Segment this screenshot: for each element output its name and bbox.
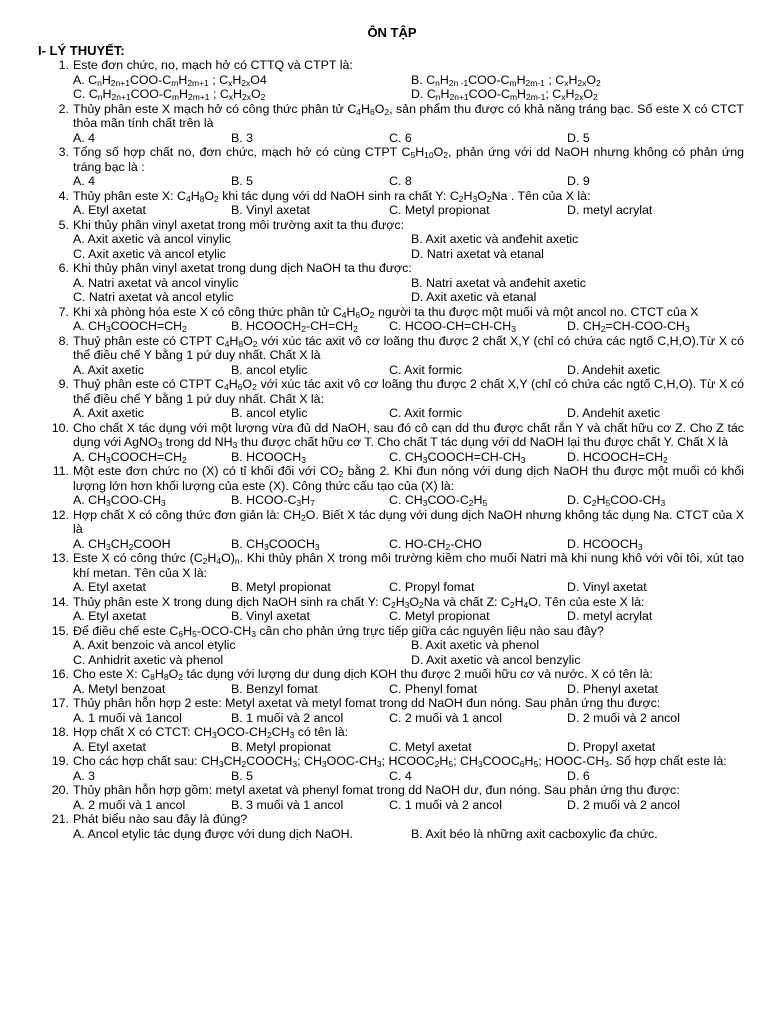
answer-options xyxy=(73,711,744,726)
question-number: 19. xyxy=(51,754,69,768)
answer-option-d: D. Axit axetic và etanal xyxy=(411,290,537,304)
question-stem: Hợp chất X có công thức đơn giản là: $CH_2O$. Biết X tác dụng với dung dịch NaOH nhưng không tác dụng Na. CTCT của X là xyxy=(73,507,744,536)
question-number: 21. xyxy=(51,812,69,826)
answer-option-d: D. Propyl axetat xyxy=(567,739,656,754)
question-stem: Thuỷ phân este có CTPT $C_4H_6O_2$ với xúc tác axit vô cơ loãng thu được 2 chất X,Y (chỉ có chứa các ngtố C,H,O). Từ X có thể điều chế Y bằng 1 pứ duy nhất. Chất X là: xyxy=(73,377,745,406)
answer-option-c: C. $C_nH_{2n+1}COO-C_mH_{2m+1}$ ; $C_xH_{2x}O_2$ xyxy=(73,87,266,102)
answer-option-a: A. 4 xyxy=(73,130,96,145)
answer-option-a: A. Etyl axetat xyxy=(73,609,147,623)
answer-option-a: A. Axit axetic và ancol vinylic xyxy=(73,232,231,246)
answer-option-b: B. Natri axetat và anđehit axetic xyxy=(411,275,586,290)
answer-option-a: A. $CH_3COOCH=CH_2$ xyxy=(73,449,187,465)
question-10 xyxy=(40,421,744,465)
answer-option-a: A. Axit axetic xyxy=(73,406,144,420)
question-stem: Thủy phân hỗn hợp 2 este: Metyl axetat và metyl fomat trong dd NaOH đun nóng. Sau phản ứng thu được: xyxy=(73,696,661,710)
answer-option-a: A. Etyl axetat xyxy=(73,203,147,217)
answer-option-c: C. 8 xyxy=(389,174,412,188)
question-stem: Khi xà phòng hóa este X có công thức phân tử $C_4H_6O_2$ người ta thu được một muối và một ancol no. CTCT của X xyxy=(73,304,699,320)
answer-option-a: A. 1 muối và 1ancol xyxy=(73,710,182,725)
answer-option-c: C. 2 muối và 1 ancol xyxy=(389,710,502,725)
answer-option-d: D. 2 muối và 2 ancol xyxy=(567,797,680,812)
question-stem: Khi thủy phân vinyl axetat trong môi trường axit ta thu được: xyxy=(73,217,405,232)
question-6 xyxy=(40,261,744,305)
answer-options xyxy=(73,493,744,508)
answer-option-a: A. Axit benzoic và ancol etylic xyxy=(73,638,236,652)
question-stem: Thủy phân este X mạch hở có công thức phân tử $C_4H_6O_2$, sản phẩm thu được có khả năng tráng bạc. Số este X có CTCT thỏa mãn tính chất trên là xyxy=(73,101,745,130)
answer-option-b: B. 3 muối và 1 ancol xyxy=(231,797,344,812)
question-3 xyxy=(40,145,744,189)
answer-options xyxy=(73,131,744,146)
answer-option-a: A. Etyl axetat xyxy=(73,739,147,754)
question-stem: Tổng số hợp chất no, đơn chức, mạch hở có cùng CTPT $C_5H_{10}O_2$, phản ứng với dd NaOH nhưng không có phản ứng tráng bạc là : xyxy=(73,145,744,174)
question-number: 14. xyxy=(51,594,69,609)
answer-option-a: A. $CH_3CH_2COOH$ xyxy=(73,536,171,552)
question-16 xyxy=(40,667,744,696)
answer-option-a: A. $CH_3COOCH=CH_2$ xyxy=(73,319,187,334)
question-number: 1. xyxy=(58,58,69,72)
answer-option-a: A. Etyl axetat xyxy=(73,580,147,594)
section-heading: I- LÝ THUYẾT: xyxy=(38,42,125,58)
question-stem: Cho chất X tác dụng với một lượng vừa đủ dd NaOH, sau đó cô cạn dd thu được chất rắn Y và chất hữu cơ Z. Cho Z tác dụng với AgNO$_3$ trong dd $NH_3$ thu được chất hữu cơ T. Cho chất T tác dụng với dd NaOH lại thu được chất Y. Chất X là xyxy=(73,420,744,450)
question-number: 13. xyxy=(51,551,69,565)
answer-options xyxy=(73,609,744,624)
question-4 xyxy=(40,189,744,218)
question-number: 11. xyxy=(52,464,69,478)
answer-option-b: B. Benzyl fomat xyxy=(231,681,318,696)
answer-option-a: A. 2 muối và 1 ancol xyxy=(73,797,186,812)
answer-option-a: A. $C_nH_{2n+1}COO-C_mH_{2m+1}$ ; $C_xH_{2x}O4$ xyxy=(73,72,267,88)
answer-option-d: D. metyl acrylat xyxy=(567,609,653,623)
answer-option-b: B. Metyl propionat xyxy=(231,580,331,594)
question-number: 7. xyxy=(58,304,69,319)
question-number: 6. xyxy=(58,261,69,275)
answer-options xyxy=(73,682,744,697)
answer-options xyxy=(73,537,744,552)
question-number: 16. xyxy=(51,667,69,681)
answer-option-c: C. HCOO-$CH=CH-CH_3$ xyxy=(389,319,516,334)
question-11 xyxy=(40,464,744,508)
answer-option-d: D. $HCOOCH_3$ xyxy=(567,536,643,552)
answer-option-b: B. 5 xyxy=(231,768,254,783)
answer-option-d: D. Natri axetat và etanal xyxy=(411,246,544,261)
question-stem: Este đơn chức, no, mạch hở có CTTQ và CTPT là: xyxy=(73,58,353,72)
answer-option-c: C. Natri axetat và ancol etylic xyxy=(73,290,234,304)
answer-option-c: C. Axit axetic và ancol etylic xyxy=(73,246,226,261)
answer-options xyxy=(73,203,744,218)
answer-option-b: B. $CH_3COOCH_3$ xyxy=(231,536,320,552)
answer-options xyxy=(73,798,744,813)
answer-option-b: B. Metyl propionat xyxy=(231,739,331,754)
answer-option-b: B. $HCOOCH_3$ xyxy=(231,449,306,465)
question-stem: Cho các hợp chất sau: $CH_3CH_2COOCH_3$; $CH_3OOC-CH_3$; $HCOOC_2H_5$; $CH_3COOC_6H_5$; HOOC-$CH_3$. Số hợp chất este là: xyxy=(73,754,727,769)
question-list xyxy=(40,58,744,841)
answer-option-a: A. Ancol etylic tác dụng được với dung dịch NaOH. xyxy=(73,826,354,841)
question-1 xyxy=(40,58,744,102)
question-stem: Để điều chế este $C_6H_5-OCO-CH_3$ cần cho phản ứng trực tiếp giữa các nguyên liệu nào sau đây? xyxy=(73,623,604,639)
question-stem: Phát biểu nào sau đây là đúng? xyxy=(73,812,248,826)
question-stem: Cho este X: $C_8H_8O_2$ tác dụng với lượng dư dung dịch KOH thu được 2 muối hữu cơ và nước. X có tên là: xyxy=(73,667,653,682)
question-stem: Một este đơn chức no (X) có tỉ khối đối với $CO_2$ bằng 2. Khi đun nóng với dung dịch NaOH thu được một muối có khối lượng lớn hơn khối lượng của este (X). Công thức cấu tạo của (X) là: xyxy=(73,464,744,493)
question-number: 3. xyxy=(58,145,69,159)
question-stem: Thủy phân hỗn hợp gồm: metyl axetat và phenyl fomat trong dd NaOH dư, đun nóng. Sau phản ứng thu được: xyxy=(73,783,680,797)
question-21 xyxy=(40,812,744,841)
answer-options xyxy=(73,740,744,755)
question-number: 15. xyxy=(51,623,69,638)
question-stem: Khi thủy phân vinyl axetat trong dung dịch NaOH ta thu được: xyxy=(73,261,412,275)
answer-option-d: D. 9 xyxy=(567,174,590,188)
answer-option-b: B. $C_nH_{2n -1}COO-C_mH_{2m-1}$ ; $C_xH_{2x}O_2$ xyxy=(411,72,601,88)
answer-option-c: C. 4 xyxy=(389,768,412,783)
answer-option-d: D. Andehit axetic xyxy=(567,406,660,420)
question-number: 20. xyxy=(51,783,69,797)
question-number: 2. xyxy=(58,101,69,116)
question-20 xyxy=(40,783,744,812)
answer-options xyxy=(73,319,744,334)
question-number: 4. xyxy=(58,188,69,203)
answer-options xyxy=(73,769,744,784)
answer-options xyxy=(73,232,744,261)
answer-option-a: A. Axit axetic xyxy=(73,362,144,377)
answer-option-c: C. Anhidrit axetic và phenol xyxy=(73,652,224,667)
answer-option-a: A. $CH_3COO-CH_3$ xyxy=(73,493,166,508)
answer-option-b: B. Axit axetic và anđehit axetic xyxy=(411,232,579,246)
answer-options xyxy=(73,174,744,189)
answer-option-c: C. Axit formic xyxy=(389,362,462,377)
question-stem: Thuỷ phân este có CTPT $C_4H_8O_2$ với xúc tác axit vô cơ loãng thu được 2 chất X,Y (chỉ có chứa các ngtố C,H,O).Từ X có thể điều chế Y bằng 1 pứ duy nhất. Chất X là xyxy=(73,333,744,362)
answer-options xyxy=(73,276,744,305)
question-9 xyxy=(40,377,744,421)
question-5 xyxy=(40,218,744,262)
question-14 xyxy=(40,595,744,624)
answer-options xyxy=(73,827,744,842)
page-title: ÔN TẬP xyxy=(367,25,417,40)
question-12 xyxy=(40,508,744,552)
answer-option-d: D. $C_2H_5COO-CH_3$ xyxy=(567,493,666,508)
answer-options xyxy=(73,406,744,421)
answer-option-d: D. $HCOOCH=CH_2$ xyxy=(567,449,668,465)
answer-option-d: D. Andehit axetic xyxy=(567,362,660,377)
answer-option-d: D. $CH_2=CH-COO-CH_3$ xyxy=(567,319,690,334)
answer-option-c: C. Metyl propionat xyxy=(389,203,490,217)
answer-option-a: A. 3 xyxy=(73,768,96,783)
answer-option-b: B. Axit axetic và phenol xyxy=(411,638,540,652)
answer-option-c: C. Phenyl fomat xyxy=(389,681,478,696)
answer-option-c: C. Metyl propionat xyxy=(389,609,490,623)
answer-option-c: C. Propyl fomat xyxy=(389,580,475,594)
answer-option-a: A. Metyl benzoat xyxy=(73,681,166,696)
answer-option-d: D. Axit axetic và ancol benzylic xyxy=(411,652,581,667)
question-number: 17. xyxy=(51,696,69,710)
answer-option-b: B. ancol etylic xyxy=(231,406,308,420)
answer-option-d: D. 5 xyxy=(567,130,590,145)
question-13 xyxy=(40,551,744,595)
answer-option-b: B. 5 xyxy=(231,174,254,188)
answer-option-a: A. 4 xyxy=(73,174,96,188)
answer-option-d: D. $C_nH_{2n+1}COO-C_mH_{2m-1}$; $C_xH_{2x}O_2$ xyxy=(411,87,598,102)
question-15 xyxy=(40,624,744,668)
question-stem: Thủy phân este X trong dung dịch NaOH sinh ra chất Y: $C_2H_3O_2Na$ và chất Z: $C_2H_4O$. Tên của este X là: xyxy=(73,594,645,610)
question-8 xyxy=(40,334,744,378)
answer-option-b: B. Vinyl axetat xyxy=(231,203,310,217)
question-number: 8. xyxy=(58,333,69,348)
question-number: 10. xyxy=(51,420,69,435)
answer-option-c: C. $CH_3COO-C_2H_5$ xyxy=(389,493,488,508)
question-number: 12. xyxy=(51,507,69,522)
answer-option-b: B. 3 xyxy=(231,130,254,145)
question-17 xyxy=(40,696,744,725)
answer-option-d: D. Phenyl axetat xyxy=(567,681,658,696)
answer-option-d: D. 2 muối và 2 ancol xyxy=(567,710,680,725)
question-18 xyxy=(40,725,744,754)
answer-option-c: C. 1 muối và 2 ancol xyxy=(389,797,502,812)
question-number: 9. xyxy=(58,377,69,391)
answer-options xyxy=(73,638,744,667)
answer-option-d: D. Vinyl axetat xyxy=(567,580,647,594)
question-2 xyxy=(40,102,744,146)
question-stem: Hợp chất X có CTCT: $CH_3OCO-CH_2CH_3$ có tên là: xyxy=(73,725,349,740)
answer-option-b: B. Axit béo là những axit cacboxylic đa chức. xyxy=(411,826,658,841)
answer-options xyxy=(73,450,744,465)
question-19 xyxy=(40,754,744,783)
answer-options xyxy=(73,580,744,595)
answer-option-b: B. Vinyl axetat xyxy=(231,609,310,623)
answer-option-c: C. $CH_3COOCH=CH-CH_3$ xyxy=(389,449,526,465)
answer-option-b: B. $HCOOCH_2-CH=CH_2$ xyxy=(231,319,358,334)
answer-option-b: B. ancol etylic xyxy=(231,362,308,377)
question-stem: Thủy phân este X: $C_4H_8O_2$ khi tác dụng với dd NaOH sinh ra chất Y: $C_2H_3O_2Na$ . Tên của X là: xyxy=(73,188,591,204)
answer-option-b: B. 1 muối và 2 ancol xyxy=(231,710,344,725)
answer-option-c: C. Metyl axetat xyxy=(389,739,472,754)
answer-option-c: C. Axit formic xyxy=(389,406,462,420)
question-number: 18. xyxy=(51,725,69,739)
answer-option-a: A. Natri axetat và ancol vinylic xyxy=(73,275,239,290)
answer-option-d: D. metyl acrylat xyxy=(567,203,653,217)
answer-options xyxy=(73,73,744,102)
answer-option-c: C. $HO-CH_2$-CHO xyxy=(389,536,482,552)
answer-option-c: C. 6 xyxy=(389,130,412,145)
question-stem: Este X có công thức $(C_2H_4O)_n$. Khi thủy phân X trong môi trường kiềm cho muối Natri mà khi nung khô với vôi tôi, xút tạo khí metan. Tên của X là: xyxy=(73,551,744,580)
question-7 xyxy=(40,305,744,334)
answer-option-d: D. 6 xyxy=(567,768,590,783)
answer-option-b: B. HCOO-$C_3H_7$ xyxy=(231,493,315,508)
question-number: 5. xyxy=(58,217,69,232)
answer-options xyxy=(73,363,744,378)
